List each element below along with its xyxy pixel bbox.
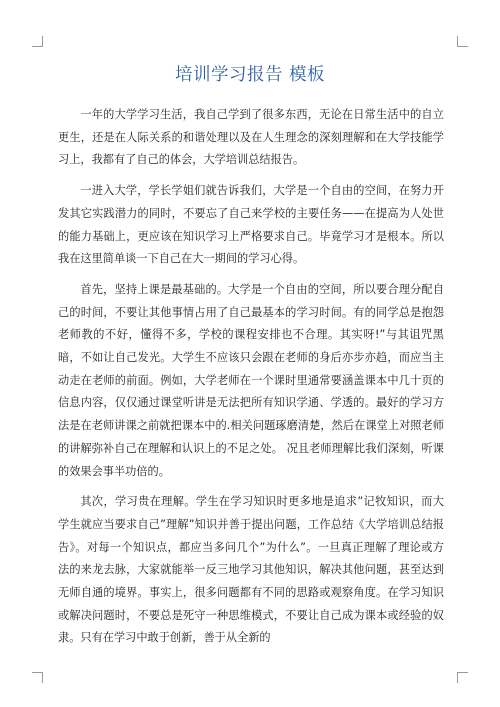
paragraph-intro: 一年的大学学习生活，我自己学到了很多东西，无论在日常生活中的自立更生，还是在人际关系的和谐处理以及在人生理念的深刻理解和在大学技能学习上，我都有了自己的体会，大学培训总结报告。	[58, 108, 444, 167]
page-corner-mark-top-right	[457, 36, 468, 47]
paragraph-entering-university: 一进入大学，学长学姐们就告诉我们，大学是一个自由的空间，在努力开发其它实践潜力的同时，不要忘了自己来学校的主要任务——在提高为人处世的能力基础上，更应该在知识学习上严格要求自己。毕竟学习才是根本。所以我在这里简单谈一下自己在大一期间的学习心得。	[58, 184, 444, 266]
page-corner-mark-bottom-right	[457, 672, 468, 683]
document-title: 培训学习报告 模板	[174, 65, 326, 85]
paragraph-attend-class: 首先，坚持上课是最基础的。大学是一个自由的空间，所以要合理分配自己的时间，不要让其他事情占用了自己最基本的学习时间。有的同学总是抱怨老师教的不好，懂得不多，学校的课程安排也不合理。其实呀!”与其诅咒黑暗，不如让自己发光。大学生不应该只会跟在老师的身后亦步亦趋，而应当主动走在老师的前面。例如，大学老师在一个课时里通常要涵盖课本中几十页的信息内容，仅仅通过课堂听讲是无法把所有知识学通、学透的。最好的学习方法是在老师讲课之前就把课本中的.相关问题琢磨清楚，然后在课堂上对照老师的讲解弥补自己在理解和认识上的不足之处。 况且老师理解比我们深刻，听课的效果会事半功倍的。	[58, 282, 444, 478]
page-corner-mark-top-left	[32, 36, 43, 47]
paragraph-understanding: 其次，学习贵在理解。学生在学习知识时更多地是追求”记牧知识，而大学生就应当要求自己”理解”知识并善于提出问题，工作总结《大学培训总结报告》。对每一个知识点，都应当多问几个”为什么”。一旦真正理解了理论或方法的来龙去脉，大家就能举一反三地学习其他知识，解决其他问题，甚至达到无师自通的境界。事实上，很多问题都有不同的思路或观察角度。在学习知识或解决问题时，不要总是死守一种思维模式，不要让自己成为课本或经验的奴隶。只有在学习中敢于创新，善于从全新的	[58, 495, 444, 645]
document-body	[58, 104, 444, 658]
page-corner-mark-bottom-left	[32, 672, 43, 683]
